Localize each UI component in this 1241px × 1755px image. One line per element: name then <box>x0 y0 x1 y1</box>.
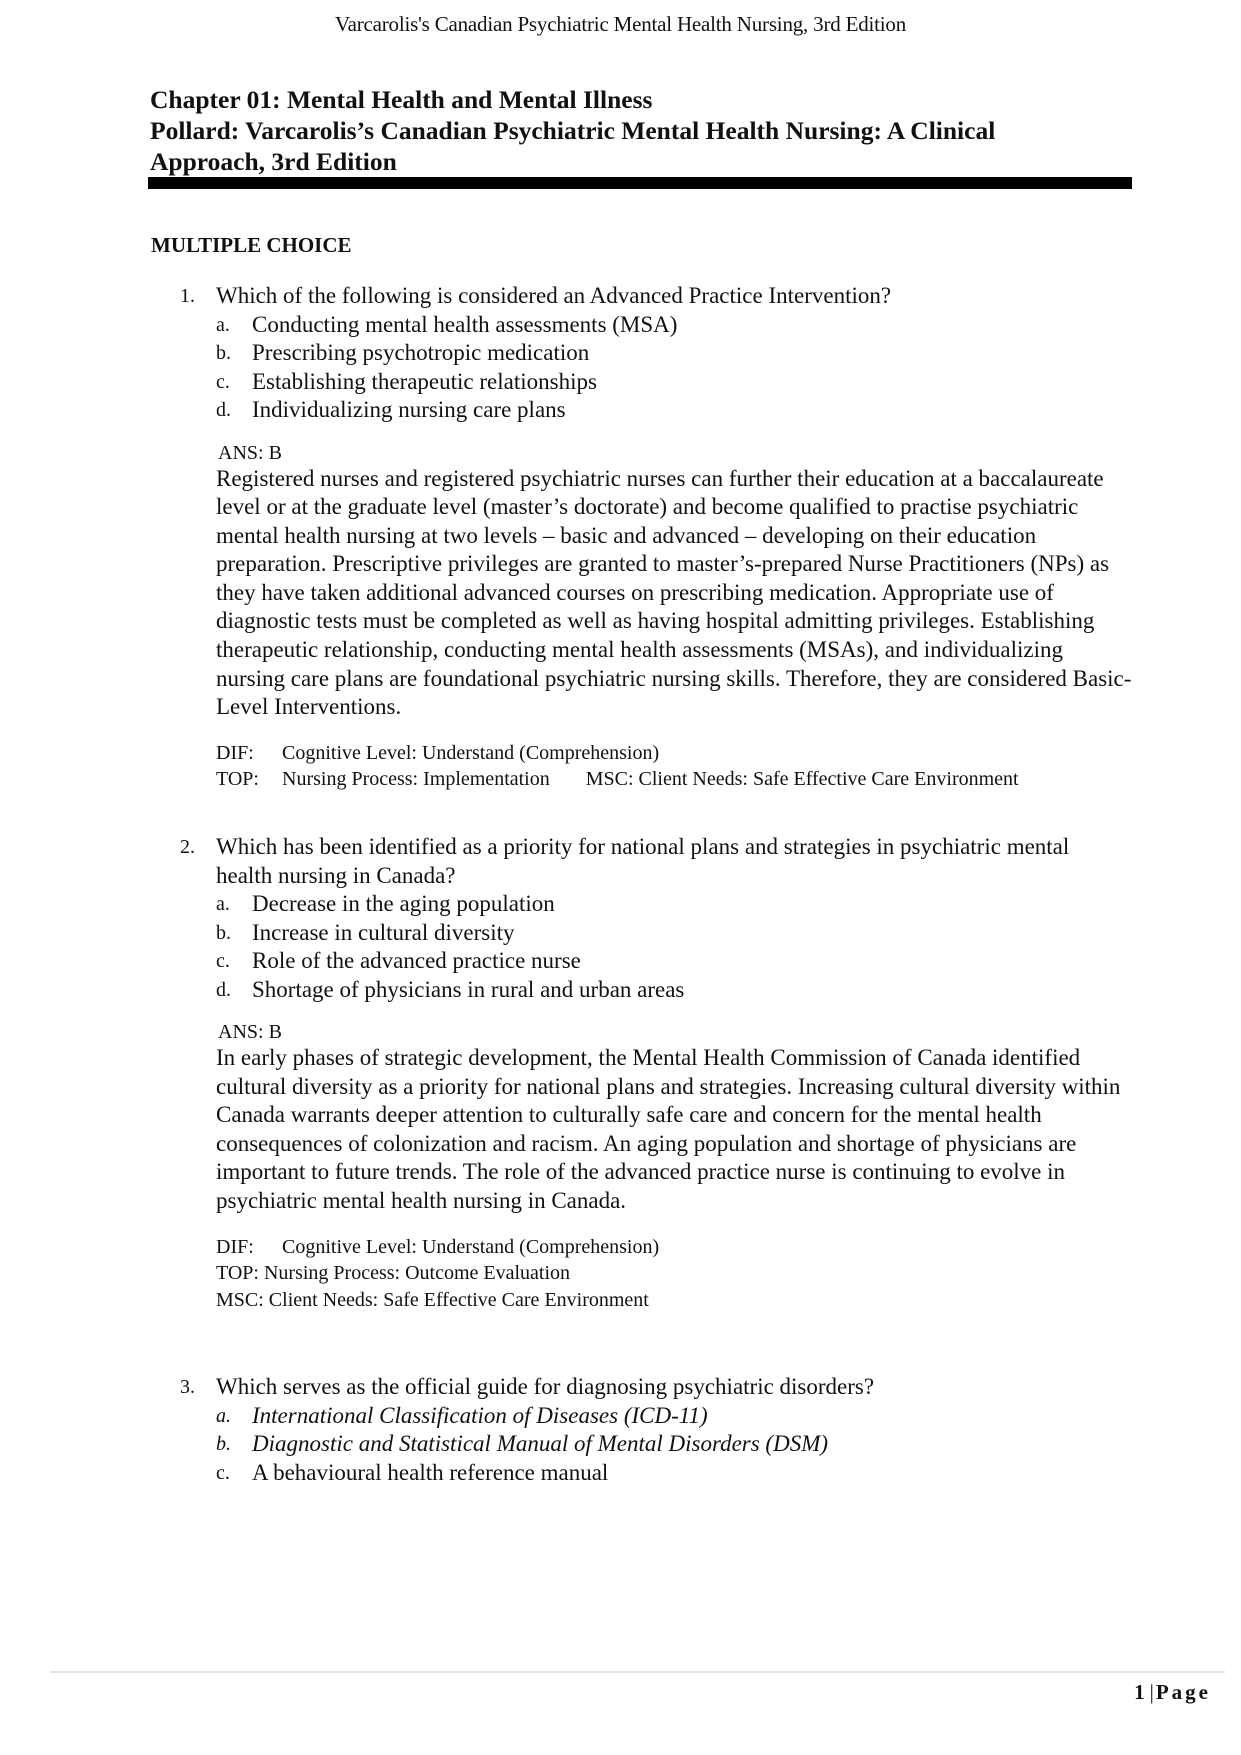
question-3 <box>0 1373 1241 1487</box>
option-b <box>0 339 1241 368</box>
option-letter: c. <box>216 1461 230 1484</box>
answer-label: ANS: B <box>218 1021 282 1043</box>
question-2 <box>0 833 1241 1313</box>
option-d <box>0 976 1241 1005</box>
option-letter: a. <box>216 893 230 915</box>
option-c <box>0 947 1241 976</box>
question-text: Which serves as the official guide for diagnosing psychiatric disorders? <box>216 1374 875 1399</box>
answer-label: ANS: B <box>218 441 282 464</box>
option-text: Prescribing psychotropic medication <box>252 340 590 365</box>
question-stem <box>0 833 1241 890</box>
option-text: Role of the advanced practice nurse <box>252 948 581 973</box>
question-metadata <box>216 1234 1241 1314</box>
question-text: Which of the following is considered an Advanced Practice Intervention? <box>216 283 892 308</box>
option-c <box>0 368 1241 397</box>
option-text: Individualizing nursing care plans <box>252 397 566 422</box>
option-text: Establishing therapeutic relationships <box>252 368 597 394</box>
question-stem <box>0 1373 1241 1402</box>
option-text: Increase in cultural diversity <box>252 919 515 945</box>
topic-key: TOP: <box>216 768 259 791</box>
footer-divider <box>50 1671 1225 1673</box>
difficulty-row <box>216 1234 1241 1261</box>
topic-row: TOP: Nursing Process: Outcome Evaluation <box>216 1262 571 1285</box>
difficulty-key: DIF: <box>216 1235 254 1258</box>
question-text: Which has been identified as a priority for national plans and strategies in psychiatric mental health nursing in Canada? <box>216 834 1070 888</box>
question-number: 2. <box>180 836 195 858</box>
difficulty-value: Cognitive Level: Understand (Comprehension) <box>282 1235 660 1258</box>
option-b <box>0 1430 1241 1459</box>
option-letter: c. <box>216 370 230 393</box>
topic-value: Nursing Process: Implementation <box>282 768 550 791</box>
option-letter: a. <box>216 1404 231 1427</box>
page-number-value: 1 <box>1134 1680 1148 1704</box>
option-letter: b. <box>216 921 231 944</box>
book-title-continued: Approach, 3rd Edition <box>150 147 397 176</box>
option-text: A behavioural health reference manual <box>252 1459 609 1485</box>
option-text: Diagnostic and Statistical Manual of Mental Disorders (DSM) <box>252 1431 829 1456</box>
section-heading: MULTIPLE CHOICE <box>151 233 352 257</box>
chapter-title: Chapter 01: Mental Health and Mental Illness <box>150 85 653 114</box>
difficulty-key: DIF: <box>216 741 254 764</box>
option-letter: c. <box>216 950 230 972</box>
option-c <box>0 1459 1241 1488</box>
option-text: International Classification of Diseases (ICD-11) <box>252 1402 708 1428</box>
option-text: Shortage of physicians in rural and urban areas <box>252 976 685 1002</box>
difficulty-value: Cognitive Level: Understand (Comprehension) <box>282 741 660 764</box>
option-letter: b. <box>216 1433 231 1455</box>
question-stem <box>0 282 1241 311</box>
option-text: Conducting mental health assessments (MSA) <box>252 311 678 337</box>
msc-row: MSC: Client Needs: Safe Effective Care Environment <box>216 1288 649 1311</box>
topic-row <box>216 766 1241 793</box>
option-a <box>0 890 1241 919</box>
question-number: 3. <box>180 1376 195 1398</box>
option-text: Decrease in the aging population <box>252 891 555 916</box>
option-a <box>0 1402 1241 1431</box>
title-divider <box>148 177 1132 189</box>
answer-rationale: In early phases of strategic development, the Mental Health Commission of Canada identified cultural diversity as a priority for national plans and strategies. Increasing cultural diversity within Canada warrants deeper attention to culturally safe care and concern for the mental health consequences of colonization and racism. An aging population and shortage of physicians are important to future trends. The role of the advanced practice nurse is continuing to evolve in psychiatric mental health nursing in Canada. <box>216 1045 1121 1213</box>
option-letter: d. <box>216 399 231 421</box>
page-number-separator: | <box>1149 1680 1154 1704</box>
question-number: 1. <box>180 285 195 307</box>
page-number <box>1134 1680 1211 1705</box>
option-letter: d. <box>216 978 231 1001</box>
option-letter: b. <box>216 342 231 364</box>
difficulty-row <box>216 740 1241 767</box>
option-letter: a. <box>216 313 230 336</box>
option-a <box>0 311 1241 340</box>
running-header: Varcarolis's Canadian Psychiatric Mental Health Nursing, 3rd Edition <box>334 12 907 36</box>
book-title: Pollard: Varcarolis’s Canadian Psychiatric Mental Health Nursing: A Clinical <box>150 116 996 145</box>
answer-rationale: Registered nurses and registered psychiatric nurses can further their education at a baccalaureate level or at the graduate level (master’s doctorate) and become qualified to practise psychiatric mental health nursing at two levels – basic and advanced – developing on their education preparation. Prescriptive privileges are granted to master’s-prepared Nurse Practitioners (NPs) as they have taken additional advanced courses on prescribing medication. Appropriate use of diagnostic tests must be completed as well as having hospital admitting privileges. Establishing therapeutic relationship, conducting mental health assessments (MSAs), and individualizing nursing care plans are foundational psychiatric nursing skills. Therefore, they are considered Basic-Level Interventions. <box>216 465 1132 720</box>
question-metadata <box>216 740 1241 793</box>
option-b <box>0 919 1241 948</box>
msc-value: MSC: Client Needs: Safe Effective Care Environment <box>585 768 1019 791</box>
page-word: Page <box>1155 1680 1211 1704</box>
option-d <box>0 396 1241 425</box>
chapter-title-block <box>150 84 1140 177</box>
question-1 <box>0 282 1241 793</box>
